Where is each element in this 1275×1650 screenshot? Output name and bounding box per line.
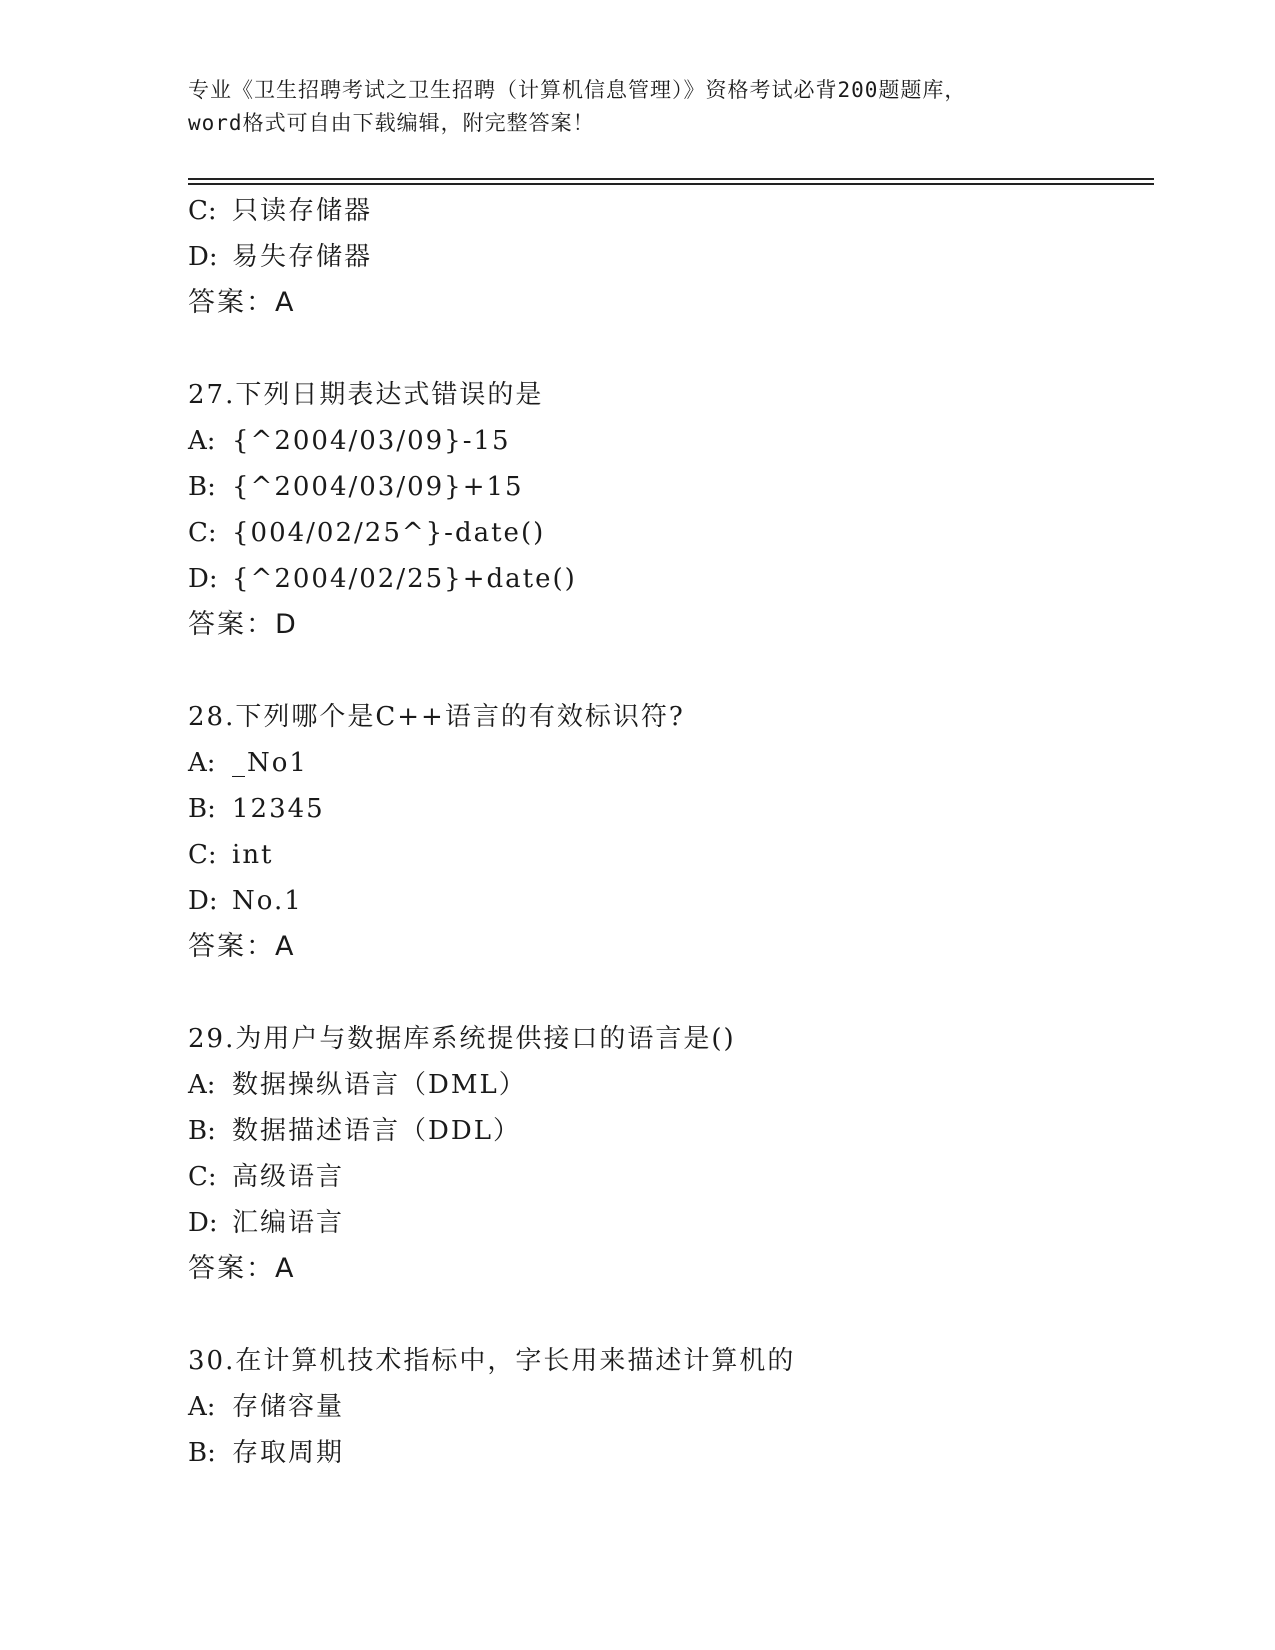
- question-stem: 27.下列日期表达式错误的是: [188, 380, 544, 410]
- document-header: [188, 74, 1088, 140]
- option-a: A: {^2004/03/09}-15: [188, 426, 511, 456]
- question-block-28: [188, 694, 1128, 970]
- question-block-partial: [188, 188, 1128, 326]
- answer-line: 答案：A: [188, 931, 296, 962]
- answer-line: 答案：D: [188, 609, 298, 640]
- option-d: D: {^2004/02/25}+date(): [188, 564, 577, 594]
- question-stem: 28.下列哪个是C++语言的有效标识符?: [188, 702, 685, 732]
- option-a: A: 存储容量: [188, 1392, 345, 1422]
- question-list: [188, 188, 1128, 1476]
- option-a: A: _No1: [188, 748, 308, 778]
- option-b: B: 存取周期: [188, 1438, 345, 1468]
- question-block-30: [188, 1338, 1128, 1476]
- option-d: D: 汇编语言: [188, 1208, 345, 1238]
- option-c: C: int: [188, 840, 274, 870]
- option-c: C: 高级语言: [188, 1162, 345, 1192]
- option-b: B: 12345: [188, 794, 325, 824]
- option-c: C: 只读存储器: [188, 196, 373, 226]
- option-b: B: 数据描述语言（DDL）: [188, 1116, 521, 1146]
- question-stem: 30.在计算机技术指标中，字长用来描述计算机的: [188, 1346, 796, 1376]
- header-title-line-1: 专业《卫生招聘考试之卫生招聘（计算机信息管理）》资格考试必背200题题库，: [188, 78, 967, 102]
- question-stem: 29.为用户与数据库系统提供接口的语言是(): [188, 1024, 736, 1054]
- option-d: D: 易失存储器: [188, 242, 373, 272]
- header-title-line-2: word格式可自由下载编辑，附完整答案！: [188, 111, 595, 135]
- header-divider-top: [188, 178, 1154, 180]
- option-c: C: {004/02/25^}-date(): [188, 518, 546, 548]
- answer-line: 答案：A: [188, 287, 296, 318]
- question-block-27: [188, 372, 1128, 648]
- option-d: D: No.1: [188, 886, 303, 916]
- option-b: B: {^2004/03/09}+15: [188, 472, 524, 502]
- answer-line: 答案：A: [188, 1253, 296, 1284]
- option-a: A: 数据操纵语言（DML）: [188, 1070, 527, 1100]
- header-divider-bottom: [188, 183, 1154, 185]
- question-block-29: [188, 1016, 1128, 1292]
